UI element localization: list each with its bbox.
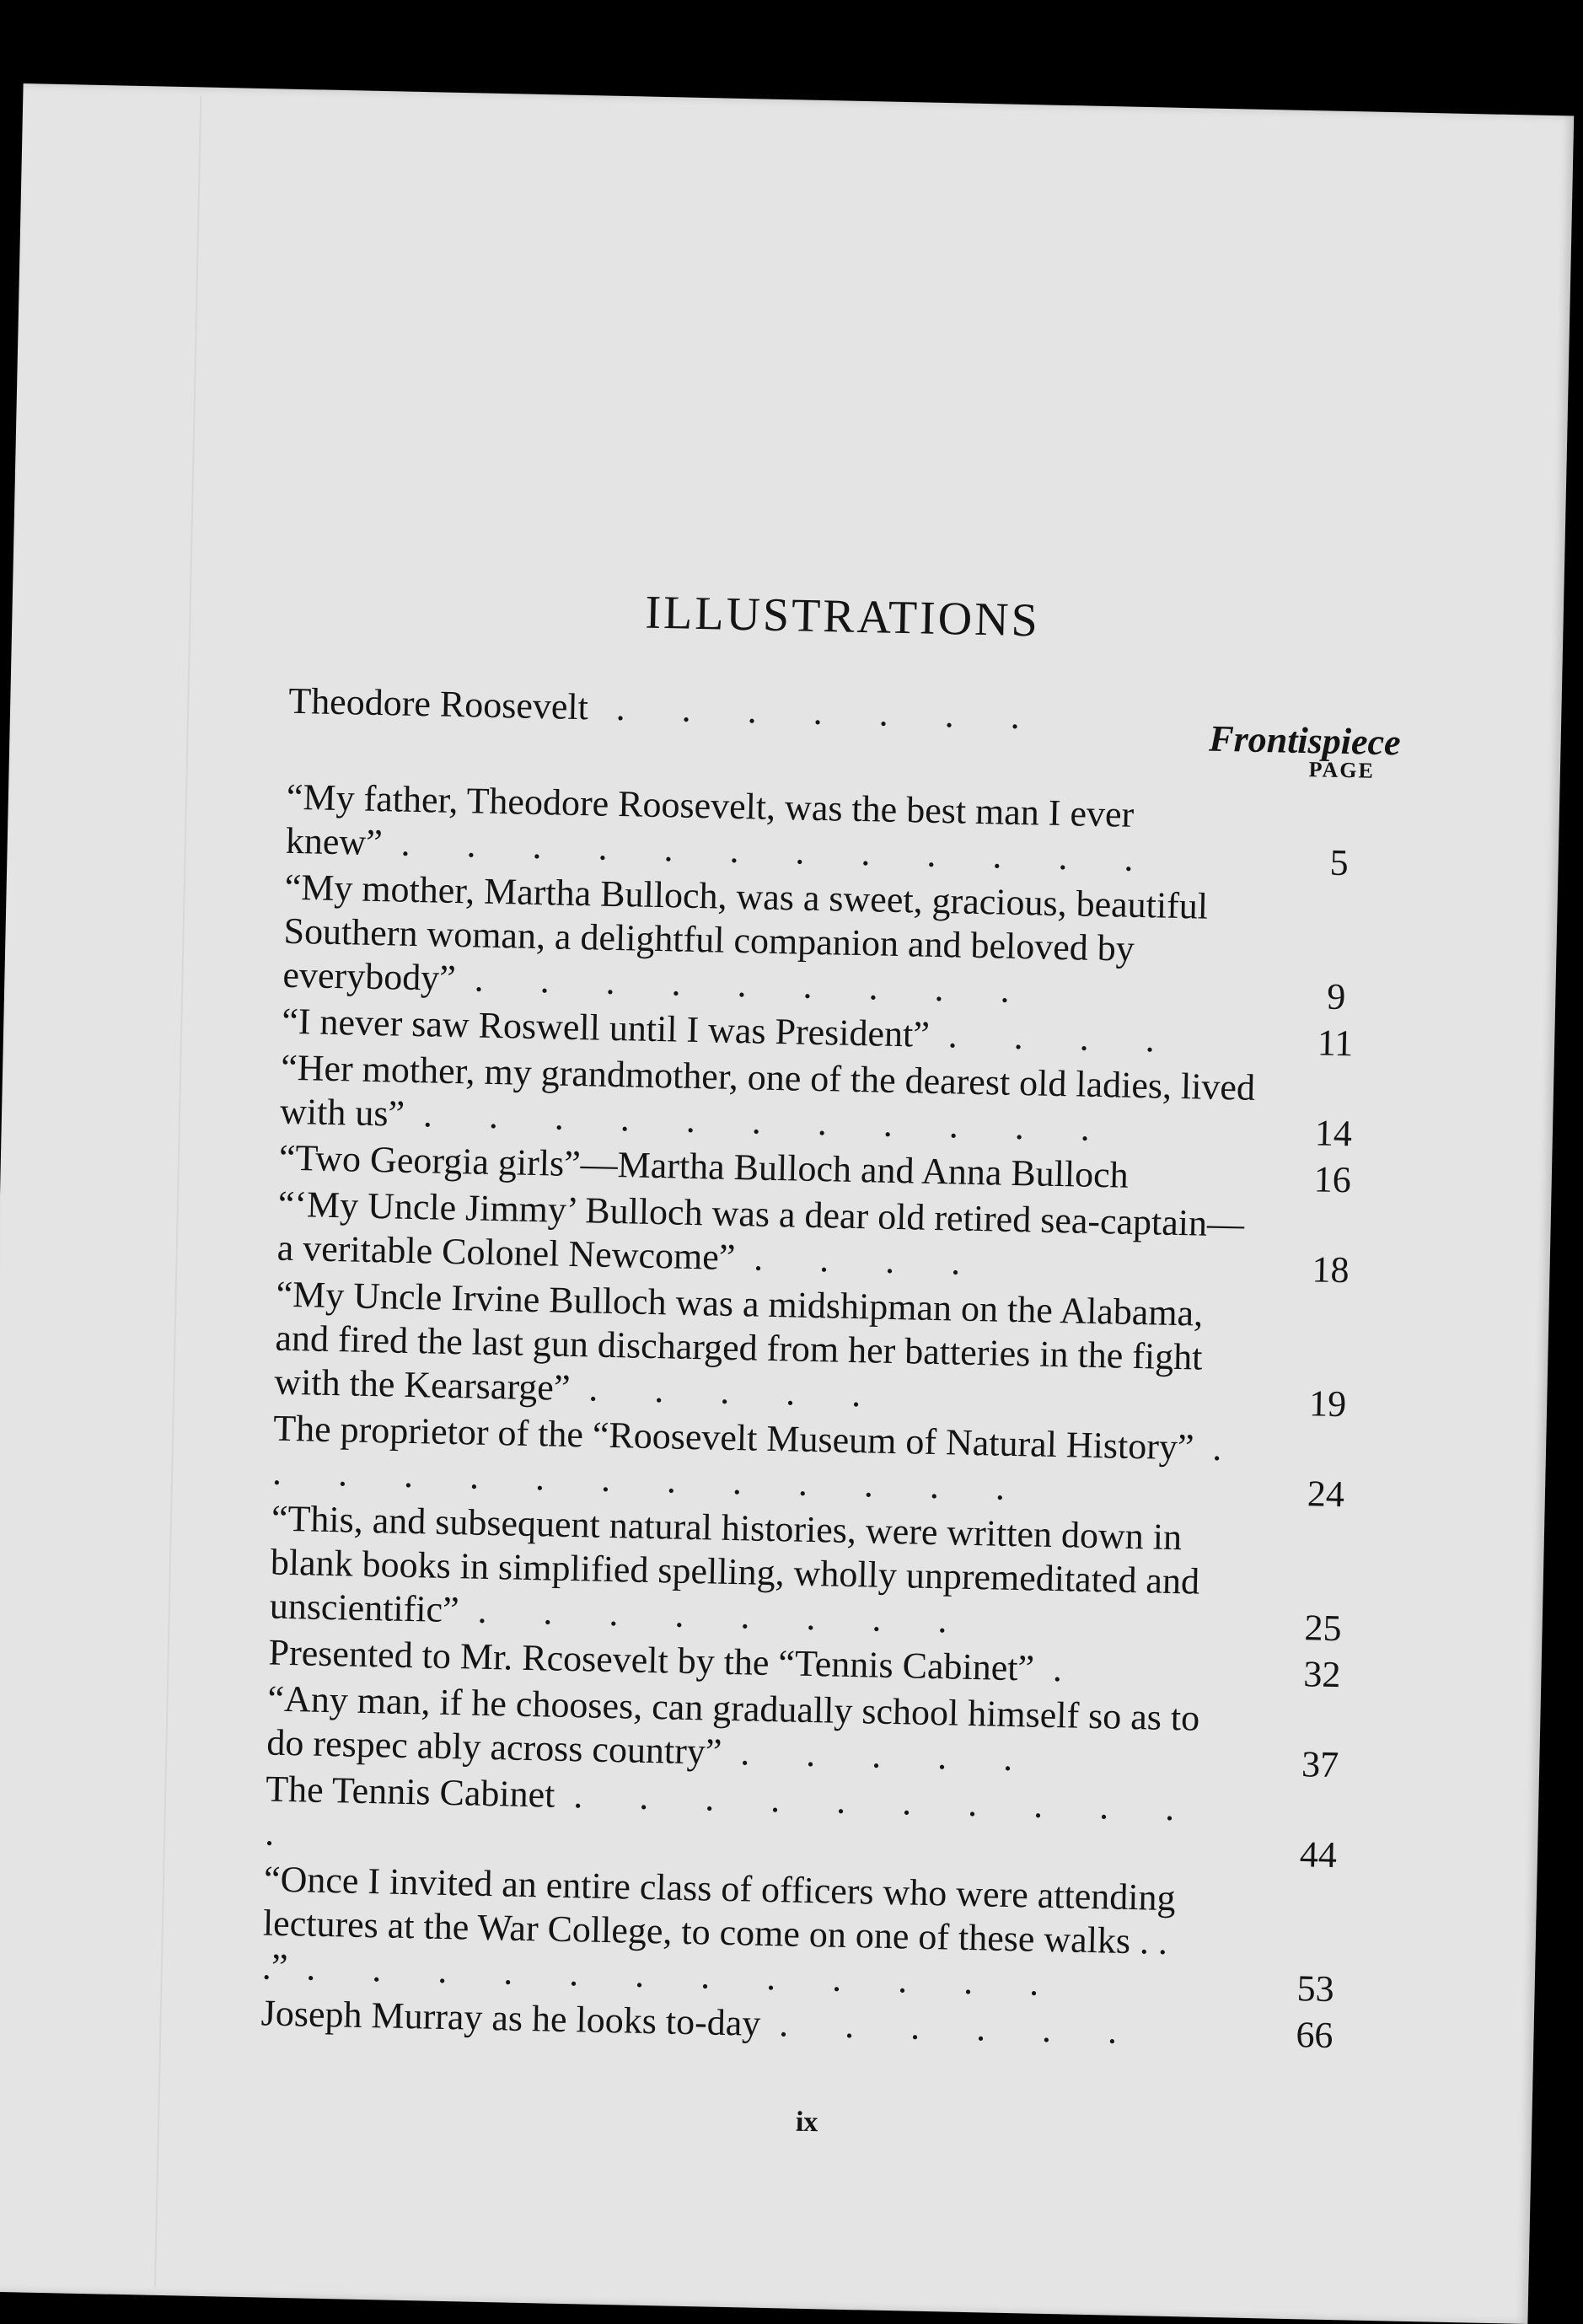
entry-page: 25 [1304,1607,1343,1650]
illustrations-list [260,679,1402,2061]
dot-leader: . [1052,1648,1087,1690]
entry-caption: “I never saw Roswell until I was President” [281,1000,931,1055]
dot-leader: . . . . . [588,1367,885,1415]
entry-page: 44 [1299,1833,1338,1876]
dot-leader: . . . . . . . [615,686,1044,738]
page-content [0,83,1574,2324]
entry-page: 5 [1329,841,1350,884]
entry-page: 66 [1295,2014,1333,2057]
entry-page: 37 [1301,1743,1339,1786]
entry-caption: “My mother, Martha Bulloch, was a sweet, gracious, beautiful Southern woman, a delightful companion and beloved by everybody” [282,866,1209,999]
entry-caption: Presented to Mr. Rcosevelt by the “Tennis Cabinet” [268,1631,1035,1689]
dot-leader: . . . . . . . . . . . . [400,822,1158,880]
dot-leader: . . . . . . . . . . . . . [271,1426,1246,1509]
dot-leader: . . . . [947,1014,1179,1060]
dot-leader: . . . . [753,1237,985,1284]
entry-caption: “This, and subsequent natural histories, were written down in blank books in simplified spelling, wholly unpremeditated and unscientific” [269,1497,1200,1631]
entry-rows [260,776,1382,2058]
page-column-label: PAGE [1308,757,1376,783]
list-item [274,1273,1372,1427]
entry-caption: “Any man, if he chooses, can gradually school himself so as to do respec ably across country” [266,1677,1200,1773]
list-item [282,866,1381,1020]
dot-leader: . . . . . . . . . [474,958,1034,1012]
page-title: ILLUSTRATIONS [644,586,1041,647]
entry-page: 18 [1311,1248,1350,1291]
entry-page: 53 [1296,1967,1335,2010]
entry-caption: The Tennis Cabinet [265,1768,555,1816]
entry-caption: “Two Georgia girls”—Martha Bulloch and Anna Bulloch [278,1136,1130,1196]
entry-caption: Joseph Murray as he looks to-day [260,1992,761,2044]
page-number: ix [795,2106,818,2139]
entry-caption: “My father, Theodore Roosevelt, was the best man I ever knew” [285,776,1135,864]
dot-leader: . . . . . . . . . . . [264,1774,1199,1854]
entry-caption: “Once I invited an entire class of officers who were attending lectures at the War College, to come on one of these walks . . .” [261,1858,1177,1989]
list-item [261,1857,1360,2011]
entry-page: 14 [1314,1112,1353,1155]
dot-leader: . . . . . [739,1731,1037,1779]
entry-caption: “‘My Uncle Jimmy’ Bulloch was a dear old retired sea-captain—a veritable Colonel Newcome” [276,1183,1245,1279]
entry-text [274,1273,1372,1427]
dot-leader [1146,1155,1147,1196]
entry-caption: “Her mother, my grandmother, one of the dearest old ladies, lived with us” [279,1046,1256,1135]
entry-page: 9 [1326,975,1346,1018]
book-page [0,83,1574,2324]
entry-page: 24 [1307,1473,1345,1516]
entry-page: 32 [1302,1653,1341,1696]
entry-page: Frontispiece [1208,717,1402,764]
entry-caption: “My Uncle Irvine Bulloch was a midshipman on the Alabama, and fired the last gun discharged from her batteries in the fight with the Kearsarge” [273,1273,1204,1409]
entry-text [269,1497,1367,1651]
entry-page: 11 [1317,1022,1354,1065]
entry-page: 16 [1313,1158,1352,1201]
entry-page: 19 [1308,1382,1347,1425]
list-item [269,1497,1367,1651]
entry-caption: Theodore Roosevelt [287,679,589,728]
dot-leader: . . . . . . [778,2003,1141,2053]
dot-leader: . . . . . . . . . . . . [305,1946,1063,2005]
entry-caption: The proprietor of the “Roosevelt Museum of Natural History” [272,1407,1194,1468]
dot-leader: . . . . . . . . [477,1589,972,1641]
dot-leader: . . . . . . . . . . . [422,1093,1114,1150]
entry-text [261,1857,1360,2011]
entry-text [282,866,1381,1020]
